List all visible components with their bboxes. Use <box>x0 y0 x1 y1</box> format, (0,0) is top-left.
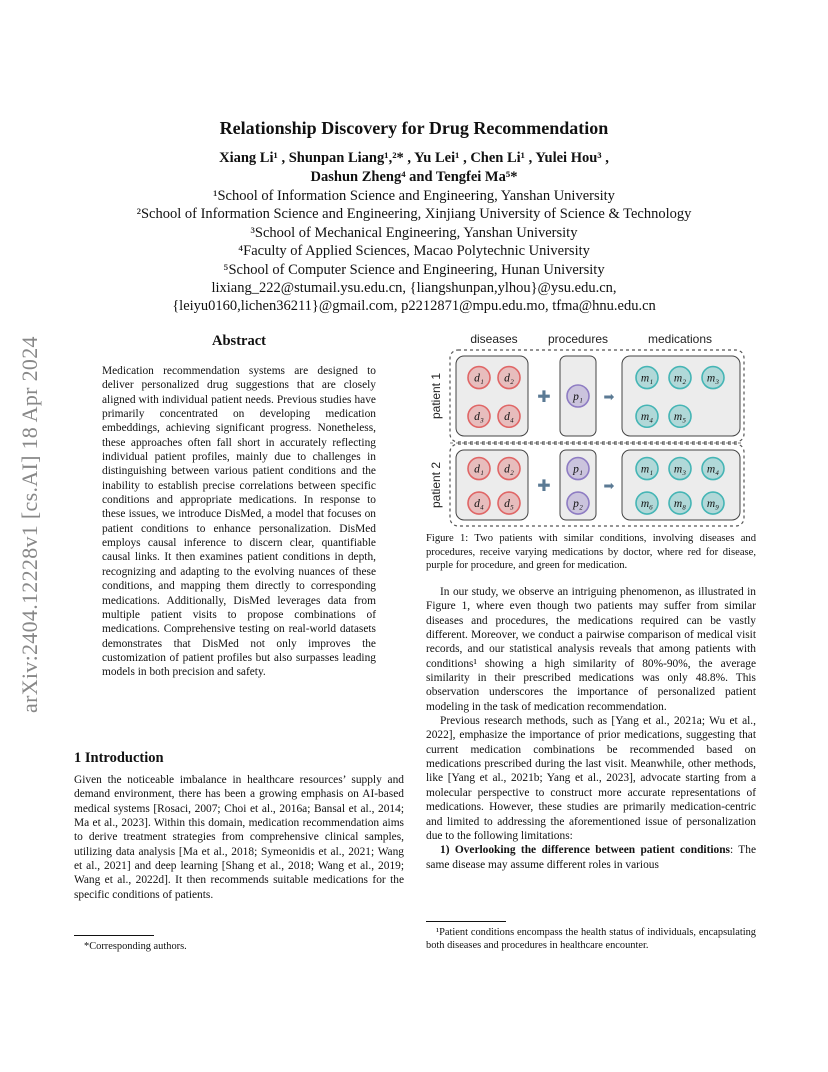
medication-label: m₈ <box>673 498 687 511</box>
procedure-label: p₂ <box>573 498 583 511</box>
abstract-heading: Abstract <box>212 333 266 349</box>
medication-label: m₆ <box>640 498 654 511</box>
figure-1 <box>424 330 760 530</box>
disease-label: d₅ <box>504 498 514 511</box>
authors-line-2: Dashun Zheng⁴ and Tengfei Ma⁵* <box>310 169 518 185</box>
disease-label: d₁ <box>474 463 484 476</box>
medication-label: m₅ <box>673 411 687 424</box>
disease-label: d₂ <box>504 372 514 385</box>
medication-label: m₄ <box>706 463 720 476</box>
limitation-1-title: 1) Overlooking the difference between patient conditions <box>440 844 730 857</box>
affiliation-1: ¹School of Information Science and Engineering, Yanshan University <box>213 188 615 204</box>
medication-label: m₄ <box>640 411 654 424</box>
paragraph-previous-research: Previous research methods, such as [Yang et al., 2021a; Wu et al., 2022], emphasize the importance of prior medications, suggesting that current medication combinations be recommended based on medications prescribed during the last visit. Meanwhile, other methods, like [Yang et al., 2021b; Yang et al., 2023], advocate starting from a molecular perspective to construct more accurate representations of medications. However, these studies are primarily medication-centric and limited to addressing the aforementioned issue of personalization due to the following limitations: <box>426 715 756 842</box>
footnote-rule-right <box>426 921 506 922</box>
affiliation-2: ²School of Information Science and Engineering, Xinjiang University of Science & Technology <box>136 206 692 223</box>
footnote-corresponding: *Corresponding authors. <box>84 941 187 952</box>
patient-label: patient 2 <box>429 461 443 509</box>
figure-header-medications: medications <box>647 332 713 346</box>
plus-icon: ✚ <box>537 476 551 495</box>
disease-label: d₃ <box>474 411 484 424</box>
affiliation-4: ⁴Faculty of Applied Sciences, Macao Polytechnic University <box>238 243 590 260</box>
affiliation-5: ⁵School of Computer Science and Engineering, Hunan University <box>223 261 605 278</box>
right-column-text <box>426 585 756 872</box>
intro-heading: 1 Introduction <box>74 750 164 766</box>
footnote-rule-left <box>74 935 154 936</box>
author-list <box>0 149 828 187</box>
paragraph-observation: In our study, we observe an intriguing phenomenon, as illustrated in Figure 1, where even though two patients may suffer from similar diseases and procedures, the medications required can be vastly different. Moreover, we conduct a pairwise comparison of medical visit records, and our statistical analysis reveals that among patients with conditions¹ showing a high similarity of 80%-90%, the average similarity in their prescribed medications was only 48.8%. This observation underscores the importance of personalized patient modeling in the task of medication recommendation. <box>426 586 756 713</box>
disease-label: d₁ <box>474 372 484 385</box>
medication-label: m₃ <box>706 372 720 385</box>
paragraph-limitation-1 <box>426 843 756 872</box>
medication-label: m₁ <box>640 372 654 385</box>
arrow-right-icon: ➡ <box>603 479 615 494</box>
affiliation-3: ³School of Mechanical Engineering, Yanshan University <box>250 224 578 241</box>
medication-label: m₉ <box>706 498 720 511</box>
arrow-right-icon: ➡ <box>603 390 615 405</box>
patient-group-2 <box>429 444 744 526</box>
figure-caption: Figure 1: Two patients with similar conditions, involving diseases and procedures, receive varying medications by doctor, where red for disease, purple for procedure, and green for medication. <box>426 533 756 572</box>
arxiv-stamp: arXiv:2404.12228v1 [cs.AI] 18 Apr 2024 <box>17 336 42 713</box>
disease-label: d₄ <box>504 411 514 424</box>
abstract-text: Medication recommendation systems are designed to deliver personalized drug suggestions that are closely aligned with individual patient needs. Previous studies have primarily concentrated on developing medication embeddings, achieving significant progress. Nonetheless, these approaches often fall short in accurately reflecting individual patient profiles, mainly due to challenges in distinguishing between various patient conditions and the inability to establish precise correlations between specific conditions and appropriate medications. In response to these issues, we introduce DisMed, a model that focuses on patient conditions to enhance personalization. DisMed employs causal inference to discern clear, quantifiable causal links. It then examines patient conditions in depth, recognizing and adapting to the evolving nuances of these conditions, and mapping them directly to corresponding medications. Additionally, DisMed leverages data from multiple patient visits to propose combinations of medications. Comprehensive testing on real-world datasets demonstrates that DisMed not only improves the customization of patient profiles but also surpasses leading models in both precision and safety. <box>102 365 376 679</box>
affiliations <box>0 187 828 316</box>
limitation-1-text: : The same disease may assume different roles in various <box>426 844 757 871</box>
disease-label: d₄ <box>474 498 484 511</box>
plus-icon: ✚ <box>537 387 551 406</box>
procedure-label: p₁ <box>573 463 583 476</box>
figure-header-diseases: diseases <box>470 332 518 346</box>
footnote-patient-conditions: ¹Patient conditions encompass the health status of individuals, encapsulating both diseases and procedures in healthcare encounter. <box>426 927 756 951</box>
authors-line-1: Xiang Li¹ , Shunpan Liang¹,²* , Yu Lei¹ , Chen Li¹ , Yulei Hou³ , <box>219 150 609 166</box>
medication-label: m₁ <box>640 463 654 476</box>
medication-label: m₂ <box>673 372 687 385</box>
figure-header-procedures: procedures <box>547 332 609 346</box>
patient-label: patient 1 <box>429 372 443 420</box>
email-line-2: {leiyu0160,lichen36211}@gmail.com, p2212871@mpu.edu.mo, tfma@hnu.edu.cn <box>172 298 656 315</box>
paper-title: Relationship Discovery for Drug Recommendation <box>219 118 609 138</box>
disease-label: d₂ <box>504 463 514 476</box>
email-line-1: lixiang_222@stumail.ysu.edu.cn, {liangshunpan,ylhou}@ysu.edu.cn, <box>211 280 617 297</box>
medication-label: m₃ <box>673 463 687 476</box>
patient-group-1 <box>429 350 744 442</box>
intro-paragraph: Given the noticeable imbalance in healthcare resources’ supply and demand environment, there has been a growing emphasis on AI-based medical systems [Rosaci, 2007; Choi et al., 2016a; Bansal et al., 2014; Ma et al., 2023]. Within this domain, medication recommendation aims to derive treatment strategies from comprehensive clinical samples, utilizing data analysis [Ma et al., 2018; Symeonidis et al., 2021; Wang et al., 2021] and deep learning [Shang et al., 2018; Wang et al., 2019; Wang et al., 2022d]. It then recommends suitable medications for the specific conditions of patients. <box>74 774 404 901</box>
procedure-label: p₁ <box>573 391 583 403</box>
